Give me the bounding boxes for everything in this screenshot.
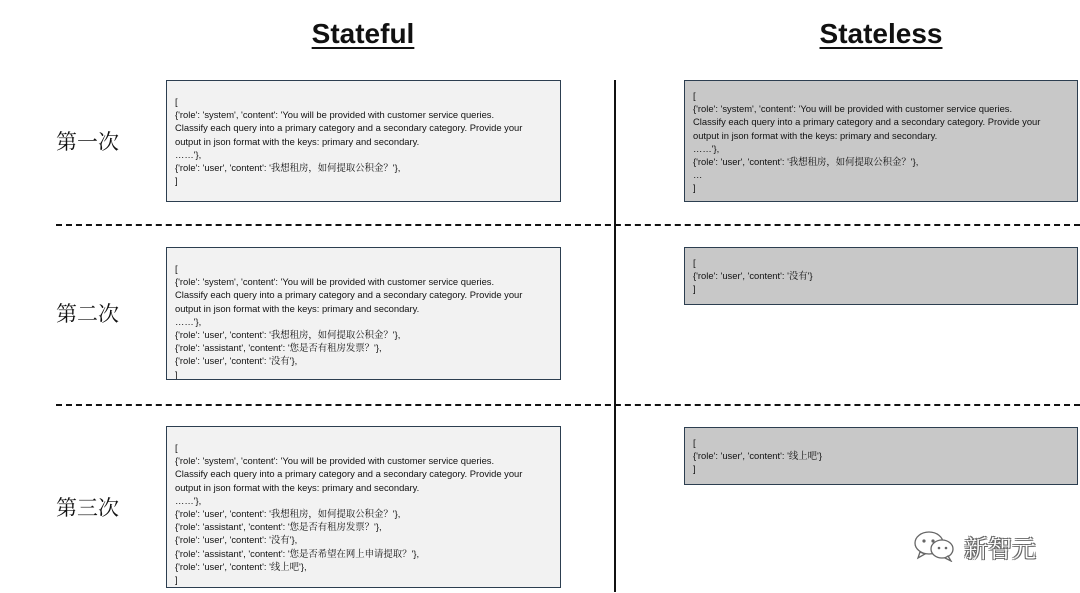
stateful-code-line: Classify each query into a primary category and a secondary category. Provide your <box>175 289 523 301</box>
stateless-box-2 <box>684 247 1078 305</box>
stateless-box-3 <box>684 427 1078 485</box>
stateless-code-line: {'role': 'user', 'content': '没有'} <box>693 270 813 282</box>
stateless-code-line: ] <box>693 283 696 295</box>
stateful-code-line: {'role': 'assistant', 'content': '您是否有租房发票？'}, <box>175 521 382 533</box>
stateless-code-line: Classify each query into a primary category and a secondary category. Provide your <box>693 116 1041 128</box>
stateless-box-1 <box>684 80 1078 202</box>
stateful-box-1 <box>166 80 561 202</box>
stateless-code-line: ……'}, <box>693 142 720 154</box>
stateless-code-line: {'role': 'user', 'content': '线上吧'} <box>693 450 822 462</box>
row-label-1: 第一次 <box>56 130 119 154</box>
stateful-code-line: output in json format with the keys: primary and secondary. <box>175 135 420 147</box>
stateful-code-line: {'role': 'user', 'content': '没有'}, <box>175 534 298 546</box>
watermark-text: 新智元 <box>964 534 1036 563</box>
vertical-divider <box>614 80 616 592</box>
stateful-code-line: {'role': 'system', 'content': 'You will be provided with customer service queries. <box>175 276 495 288</box>
stateful-code-line: {'role': 'assistant', 'content': '您是否有租房发票？'}, <box>175 342 382 354</box>
stateless-code-line: ] <box>693 182 696 194</box>
stateful-code-line: [ <box>175 96 178 107</box>
stateless-code-line: output in json format with the keys: primary and secondary. <box>693 129 938 141</box>
stateless-code-line: {'role': 'user', 'content': '我想租房，如何提取公积金？'}, <box>693 156 919 168</box>
stateful-box-2 <box>166 247 561 380</box>
stateful-code-line: {'role': 'user', 'content': '没有'}, <box>175 355 298 367</box>
stateful-code-line: {'role': 'user', 'content': '我想租房，如何提取公积金？'}, <box>175 162 401 174</box>
stateful-heading: Stateful <box>311 18 415 49</box>
stateless-code-line: [ <box>693 257 696 268</box>
stateful-code-line: {'role': 'assistant', 'content': '您是否希望在网上申请提取？'}, <box>175 547 420 559</box>
stateful-code-line: [ <box>175 442 178 453</box>
stateful-code-line: ……'}, <box>175 494 202 506</box>
stateful-code-line: {'role': 'system', 'content': 'You will be provided with customer service queries. <box>175 455 495 467</box>
stateful-code-line: ……'}, <box>175 148 202 160</box>
stateless-code-line: ] <box>693 463 696 475</box>
stateless-code-line: [ <box>693 90 696 101</box>
stateful-code-line: ] <box>175 175 178 187</box>
stateful-box-3 <box>166 426 561 588</box>
stateful-code-line: {'role': 'user', 'content': '线上吧'}, <box>175 560 307 572</box>
row-divider-1 <box>56 224 1080 226</box>
stateful-code-line: {'role': 'system', 'content': 'You will be provided with customer service queries. <box>175 109 495 121</box>
stateful-code-line: {'role': 'user', 'content': '我想租房，如何提取公积金？'}, <box>175 329 401 341</box>
stateless-code-line: … <box>693 169 703 181</box>
watermark <box>912 528 1036 564</box>
stateful-code-line: output in json format with the keys: primary and secondary. <box>175 481 420 493</box>
stateful-code-line: ……'}, <box>175 315 202 327</box>
row-divider-2 <box>56 404 1080 406</box>
row-label-2: 第二次 <box>56 302 119 326</box>
stateful-code-line: {'role': 'user', 'content': '我想租房，如何提取公积金？'}, <box>175 508 401 520</box>
stateful-code-line: ] <box>175 368 178 380</box>
stateless-code-line: [ <box>693 437 696 448</box>
stateful-code-line: Classify each query into a primary category and a secondary category. Provide your <box>175 122 523 134</box>
stateful-code-line: ] <box>175 574 178 586</box>
stateless-code-line: {'role': 'system', 'content': 'You will be provided with customer service queries. <box>693 103 1013 115</box>
wechat-icon <box>912 530 958 562</box>
stateful-code-line: output in json format with the keys: primary and secondary. <box>175 302 420 314</box>
stateful-code-line: Classify each query into a primary category and a secondary category. Provide your <box>175 468 523 480</box>
stateless-heading: Stateless <box>819 18 943 49</box>
row-label-3: 第三次 <box>56 496 119 520</box>
stateful-code-line: [ <box>175 263 178 274</box>
